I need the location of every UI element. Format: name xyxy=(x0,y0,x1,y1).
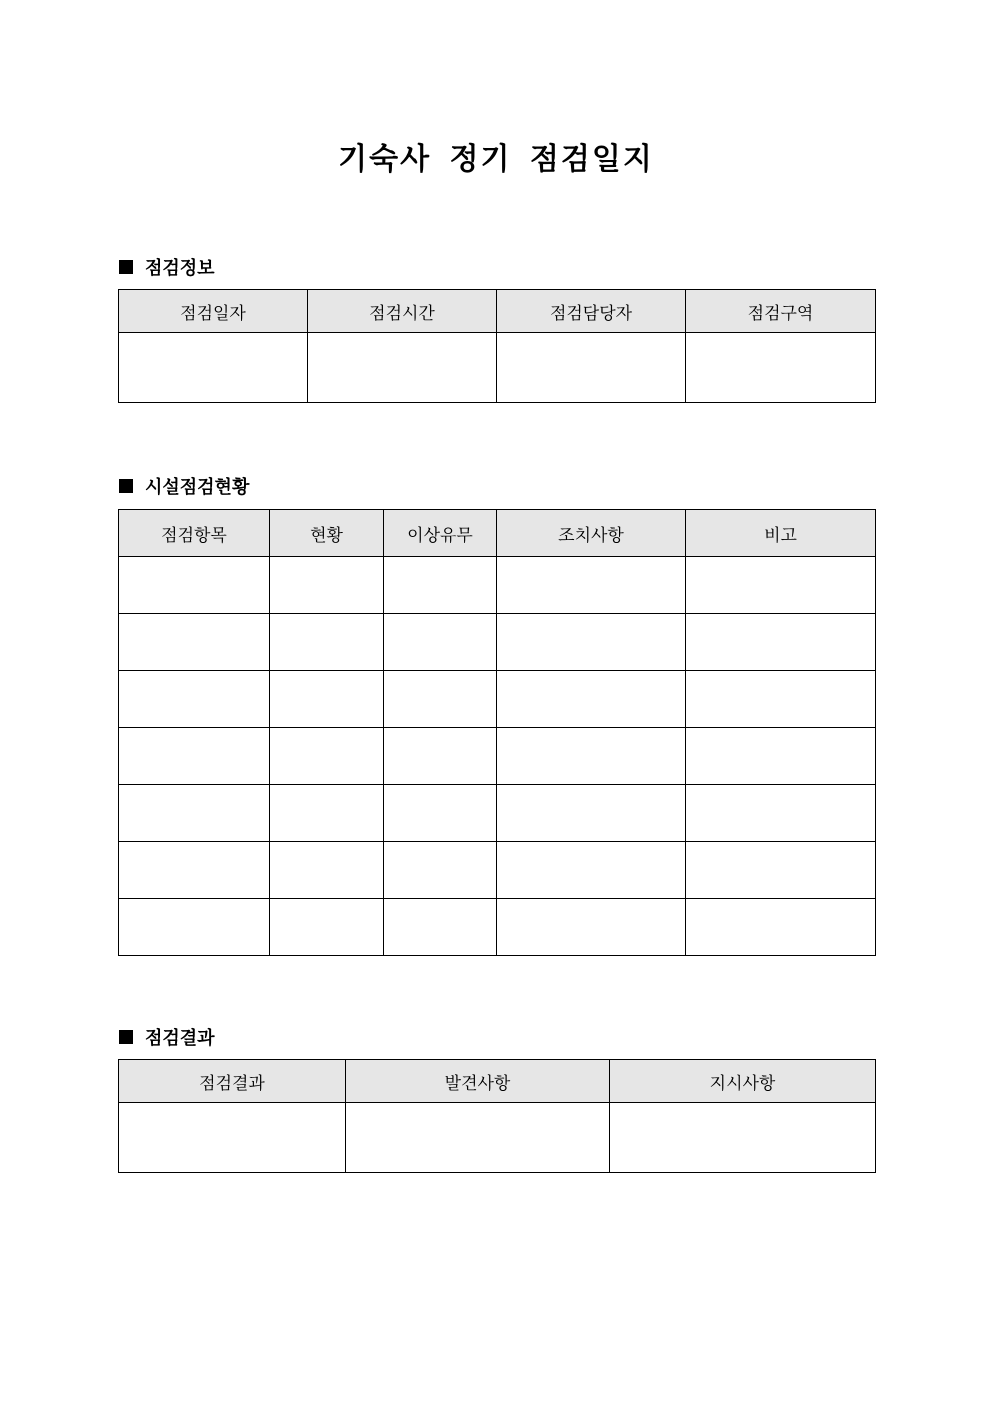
item-cell[interactable] xyxy=(119,614,270,671)
header-cell-inspection-time: 점검시간 xyxy=(308,290,497,333)
abnormality-cell[interactable] xyxy=(384,557,497,614)
inspection-date-cell[interactable] xyxy=(119,333,308,403)
remarks-cell[interactable] xyxy=(686,899,876,956)
header-cell-result: 점검결과 xyxy=(119,1060,346,1103)
item-cell[interactable] xyxy=(119,785,270,842)
item-cell[interactable] xyxy=(119,557,270,614)
status-cell[interactable] xyxy=(270,785,384,842)
status-cell[interactable] xyxy=(270,728,384,785)
status-cell[interactable] xyxy=(270,671,384,728)
action-cell[interactable] xyxy=(497,785,686,842)
action-cell[interactable] xyxy=(497,842,686,899)
table-row xyxy=(119,557,876,614)
header-cell-abnormality: 이상유무 xyxy=(384,510,497,557)
square-bullet-icon xyxy=(119,479,133,493)
table-row xyxy=(119,899,876,956)
remarks-cell[interactable] xyxy=(686,671,876,728)
header-cell-findings: 발견사항 xyxy=(346,1060,610,1103)
table-header-row xyxy=(119,290,876,333)
inspection-area-cell[interactable] xyxy=(686,333,876,403)
remarks-cell[interactable] xyxy=(686,842,876,899)
status-cell[interactable] xyxy=(270,899,384,956)
action-cell[interactable] xyxy=(497,614,686,671)
item-cell[interactable] xyxy=(119,671,270,728)
action-cell[interactable] xyxy=(497,671,686,728)
abnormality-cell[interactable] xyxy=(384,728,497,785)
item-cell[interactable] xyxy=(119,728,270,785)
square-bullet-icon xyxy=(119,1030,133,1044)
inspection-result-table xyxy=(118,1059,876,1173)
table-row xyxy=(119,842,876,899)
action-cell[interactable] xyxy=(497,557,686,614)
header-cell-inspection-date: 점검일자 xyxy=(119,290,308,333)
table-header-row xyxy=(119,510,876,557)
action-cell[interactable] xyxy=(497,728,686,785)
table-row xyxy=(119,728,876,785)
header-cell-item: 점검항목 xyxy=(119,510,270,557)
section-heading-label: 점검결과 xyxy=(145,1028,215,1049)
abnormality-cell[interactable] xyxy=(384,899,497,956)
header-cell-inspector: 점검담당자 xyxy=(497,290,686,333)
header-cell-remarks: 비고 xyxy=(686,510,876,557)
section-heading-facility-status xyxy=(119,473,249,499)
table-row xyxy=(119,333,876,403)
abnormality-cell[interactable] xyxy=(384,614,497,671)
facility-status-body xyxy=(119,557,876,956)
remarks-cell[interactable] xyxy=(686,728,876,785)
action-cell[interactable] xyxy=(497,899,686,956)
instructions-cell[interactable] xyxy=(610,1103,876,1173)
item-cell[interactable] xyxy=(119,842,270,899)
status-cell[interactable] xyxy=(270,614,384,671)
section-heading-inspection-info xyxy=(119,254,215,280)
findings-cell[interactable] xyxy=(346,1103,610,1173)
remarks-cell[interactable] xyxy=(686,557,876,614)
section-heading-inspection-result xyxy=(119,1024,215,1050)
status-cell[interactable] xyxy=(270,557,384,614)
abnormality-cell[interactable] xyxy=(384,671,497,728)
inspection-info-table xyxy=(118,289,876,403)
header-cell-status: 현황 xyxy=(270,510,384,557)
inspector-cell[interactable] xyxy=(497,333,686,403)
remarks-cell[interactable] xyxy=(686,614,876,671)
inspection-time-cell[interactable] xyxy=(308,333,497,403)
header-cell-instructions: 지시사항 xyxy=(610,1060,876,1103)
header-cell-inspection-area: 점검구역 xyxy=(686,290,876,333)
section-heading-label: 시설점검현황 xyxy=(145,477,250,498)
remarks-cell[interactable] xyxy=(686,785,876,842)
document-title: 기숙사 정기 점검일지 xyxy=(338,142,654,177)
abnormality-cell[interactable] xyxy=(384,842,497,899)
section-heading-label: 점검정보 xyxy=(145,258,215,279)
table-row xyxy=(119,614,876,671)
table-row xyxy=(119,1103,876,1173)
item-cell[interactable] xyxy=(119,899,270,956)
result-cell[interactable] xyxy=(119,1103,346,1173)
table-header-row xyxy=(119,1060,876,1103)
abnormality-cell[interactable] xyxy=(384,785,497,842)
facility-status-table xyxy=(118,509,876,956)
status-cell[interactable] xyxy=(270,842,384,899)
header-cell-action: 조치사항 xyxy=(497,510,686,557)
square-bullet-icon xyxy=(119,260,133,274)
table-row xyxy=(119,785,876,842)
table-row xyxy=(119,671,876,728)
